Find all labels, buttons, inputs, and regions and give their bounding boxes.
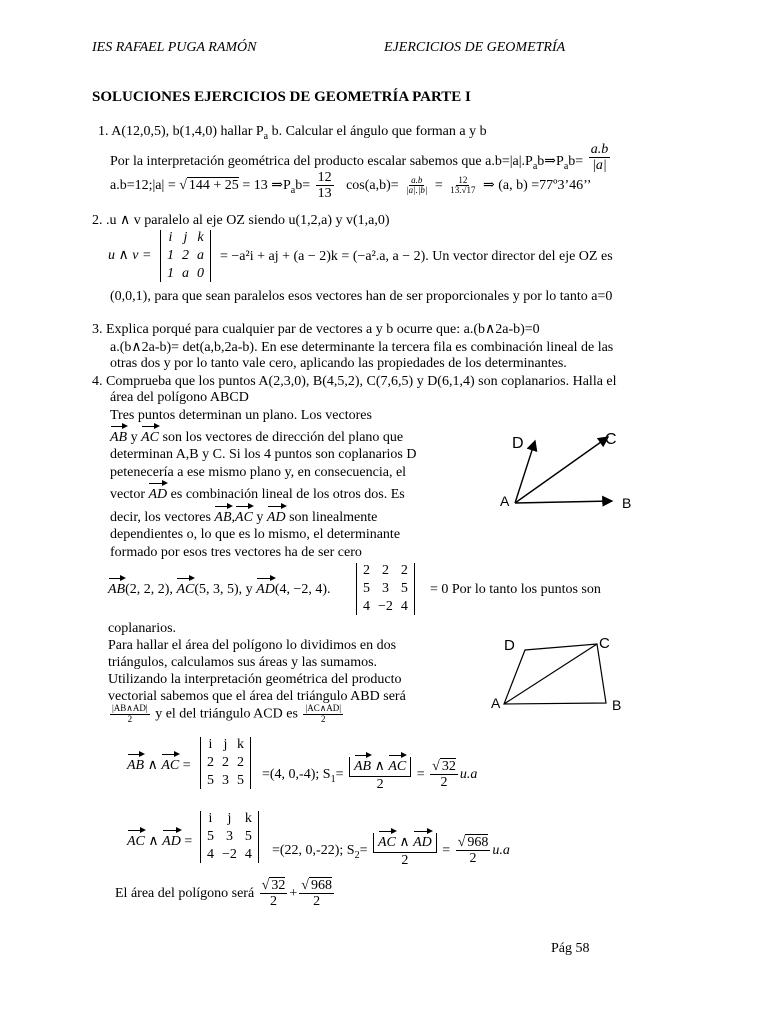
fig1-label-c: C — [605, 431, 617, 448]
cross2-determinant — [200, 811, 259, 863]
determinant-cell: 5 — [363, 581, 370, 597]
ex4-p4: petenecería a ese mismo plano y, en consecuencia, el — [110, 465, 407, 480]
header-left: IES RAFAEL PUGA RAMÓN — [92, 40, 257, 55]
ex4-p8: formado por esos tres vectores ha de ser cero — [110, 545, 362, 560]
fig1-label-b: B — [622, 495, 632, 511]
ex4-p5: vector AD es combinación lineal de los otros dos. Es — [110, 487, 405, 502]
determinant-cell: 3 — [225, 829, 233, 845]
determinant-cell: 3 — [381, 581, 389, 597]
diagonal-ac — [504, 644, 597, 704]
fig2-label-b: B — [612, 697, 622, 713]
ex1-line2: Por la interpretación geométrica del producto escalar sabemos que $a.b=|a|.P_ab\Rightarrow P_ab=$ $\frac{a.b}{|a|}$ — [110, 142, 609, 174]
determinant-cell: 2 — [381, 563, 389, 578]
vector-ac — [515, 437, 608, 503]
ex4-determinant — [356, 563, 415, 615]
ex2-rhs: = −a²i + aj + (a − 2)k = (−a².a, a − 2). Un vector director del eje OZ es — [220, 249, 613, 264]
determinant-cell: 2 — [363, 563, 370, 578]
determinant-cell: j — [183, 230, 188, 245]
determinant-cell: i — [168, 230, 173, 245]
vectors-figure — [490, 425, 650, 525]
fig2-label-c: C — [599, 635, 610, 652]
page-title: SOLUCIONES EJERCICIOS DE GEOMETRÍA PARTE I — [92, 89, 471, 105]
ex3-line2: a.(b∧2a-b)= det(a,b,2a-b). En ese determinante la tercera fila es combinación lineal de las — [110, 340, 614, 355]
determinant-cell: 4 — [363, 599, 370, 615]
determinant-cell: a — [197, 248, 204, 264]
ex4-p3: determinan A,B y C. Si los 4 puntos son coplanarios D — [110, 447, 417, 462]
total-area: El área del polígono será $\frac{√ 32}{2}$ + $\frac{√ 968}{2}$ — [115, 878, 332, 910]
ex4-line2: área del polígono ABCD — [110, 390, 249, 405]
determinant-cell: 5 — [244, 829, 252, 845]
determinant-cell: 2 — [222, 755, 229, 771]
ex4-det-result: = 0 Por lo tanto los puntos son — [430, 582, 601, 597]
fig2-label-d: D — [504, 637, 515, 654]
vector-ab — [515, 501, 612, 503]
fig1-label-d: D — [512, 435, 524, 452]
ex2-line3: (0,0,1), para que sean paralelos esos vectores han de ser proporcionales y por lo tanto a=0 — [110, 289, 613, 304]
ex2-determinant — [160, 230, 211, 282]
header-right: EJERCICIOS DE GEOMETRÍA — [384, 40, 566, 55]
page-number: Pág 58 — [551, 941, 590, 956]
determinant-cell: 5 — [207, 829, 214, 845]
cross1-result: =(4, 0,-4); $S_1=$ $\frac{AB \wedge AC}{2}$ = $\frac{√ 32}{2}$ u.a — [262, 759, 478, 793]
determinant-cell: 2 — [237, 755, 244, 771]
ex4-p11: triángulos, calculamos sus áreas y las sumamos. — [108, 655, 378, 670]
ex3-line1: 3. Explica porqué para cualquier par de vectores a y b ocurre que: a.(b∧2a-b)=0 — [92, 322, 540, 337]
determinant-cell: −2 — [378, 599, 393, 615]
determinant-cell: a — [182, 266, 189, 282]
polygon-figure — [488, 630, 628, 720]
ex4-p9: coplanarios. — [108, 621, 177, 636]
determinant-cell: −2 — [222, 847, 237, 863]
ex3-line3: otras dos y por lo tanto vale cero, aplicando las propiedades de los determinantes. — [110, 356, 567, 371]
determinant-cell: 4 — [400, 599, 408, 615]
ex4-p13: vectorial sabemos que el área del triángulo ABD será — [108, 689, 406, 704]
determinant-cell: 5 — [400, 581, 408, 597]
determinant-cell: k — [197, 230, 204, 245]
ex4-p2: AB y AC son los vectores de dirección del plano que — [110, 430, 404, 445]
determinant-cell: k — [237, 737, 244, 752]
determinant-cell: 1 — [167, 266, 174, 282]
ex4-line1: 4. Comprueba que los puntos A(2,3,0), B(4,5,2), C(7,6,5) y D(6,1,4) son coplanarios. Halla el — [92, 374, 617, 389]
cross2-result: =(22, 0,-22); $S_2=$ $\frac{AC \wedge AD}{2}$ = $\frac{√ 968}{2}$ u.a — [272, 835, 510, 869]
ex2-line1: 2. .u ∧ v paralelo al eje OZ siendo u(1,2,a) y v(1,a,0) — [92, 213, 390, 228]
determinant-cell: k — [244, 811, 252, 826]
determinant-cell: 2 — [207, 755, 214, 771]
determinant-cell: 5 — [207, 773, 214, 789]
determinant-cell: 5 — [237, 773, 244, 789]
determinant-cell: i — [208, 737, 213, 752]
ex1-line1: 1. A(12,0,5), b(1,4,0) hallar $P_a$ b. Calcular el ángulo que forman a y b — [98, 124, 487, 142]
polygon-abcd — [504, 644, 606, 704]
cross2-lhs: AC ∧ AD = — [127, 834, 193, 849]
cross1-lhs: AB ∧ AC = — [127, 758, 191, 773]
ex4-vectors: AB(2, 2, 2), AC(5, 3, 5), y AD(4, −2, 4). — [108, 582, 331, 597]
ex4-triangle-areas: $\frac{|AB\wedge AD|}{2}$ y el del triángulo ACD es $\frac{|AC\wedge AD|}{2}$ — [112, 703, 342, 724]
ex2-lhs: u ∧ v = — [108, 248, 152, 263]
determinant-cell: 4 — [244, 847, 252, 863]
determinant-cell: i — [208, 811, 213, 826]
ex4-p10: Para hallar el área del polígono lo dividimos en dos — [108, 638, 397, 653]
fig2-label-a: A — [491, 695, 501, 711]
determinant-cell: j — [227, 811, 232, 826]
determinant-cell: 4 — [207, 847, 214, 863]
cross1-determinant — [200, 737, 251, 789]
determinant-cell: 2 — [182, 248, 189, 264]
ex4-p6: decir, los vectores AB,AC y AD son linealmente — [110, 510, 378, 525]
determinant-cell: 1 — [167, 248, 174, 264]
ex1-line3: a.b=12;|a| = √ 144 + 25 = 13 $\Rightarrow P_ab=$ $\frac{12}{13}$ cos(a,b)= $\frac{a.b}{|a|.|b|}$ = $\frac{12}{13.√17}$ ⇒ (a, b) =77º3’46’’ — [110, 170, 592, 202]
determinant-cell: j — [223, 737, 228, 752]
fig1-label-a: A — [500, 493, 510, 509]
determinant-cell: 2 — [400, 563, 408, 578]
ex4-p1: Tres puntos determinan un plano. Los vectores — [110, 408, 372, 423]
determinant-cell: 3 — [222, 773, 229, 789]
ex4-p12: Utilizando la interpretación geométrica del producto — [108, 672, 402, 687]
ex4-p7: dependientes o, lo que es lo mismo, el determinante — [110, 527, 401, 542]
determinant-cell: 0 — [197, 266, 204, 282]
